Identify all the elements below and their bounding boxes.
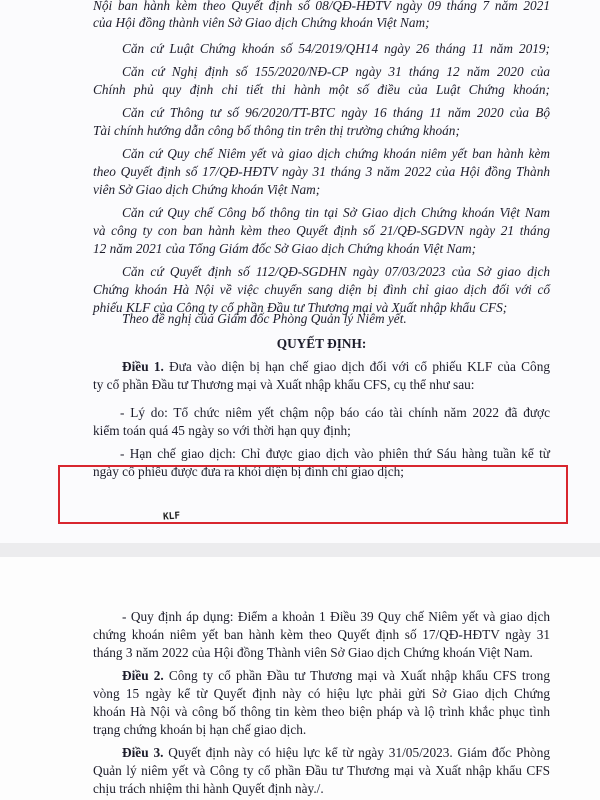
preamble-line: Căn cứ Nghị định số 155/2020/NĐ-CP ngày 31 tháng 12 năm 2020 của — [122, 64, 550, 79]
article-3-text: Quyết định này có hiệu lực kể từ ngày 31/05/2023. Giám đốc Phòng — [168, 745, 550, 760]
preamble-line: Theo đề nghị của Giám đốc Phòng Quản lý Niêm yết. — [122, 311, 407, 326]
application-line: chứng khoán niêm yết ban hành kèm theo Quyết định số 17/QĐ-HĐTV ngày 31 — [93, 627, 550, 642]
highlight-box — [58, 465, 568, 524]
preamble-line: Căn cứ Luật Chứng khoán số 54/2019/QH14 ngày 26 tháng 11 năm 2019; — [122, 41, 550, 56]
preamble-line: theo Quyết định số 17/QĐ-HĐTV ngày 31 tháng 3 năm 2022 của Hội đồng Thành — [93, 164, 550, 179]
page-gap — [0, 543, 600, 557]
article-3-label: Điều 3. — [122, 745, 164, 760]
reason-line: kiểm toán quá 45 ngày so với thời hạn quy định; — [93, 423, 351, 438]
article-3-line — [122, 745, 550, 761]
application-line: - Quy định áp dụng: Điểm a khoản 1 Điều 39 Quy chế Niêm yết và giao dịch — [122, 609, 550, 624]
article-2-label: Điều 2. — [122, 668, 164, 683]
article-1-line: ty cổ phần Đầu tư Thương mại và Xuất nhập khẩu CFS, cụ thể như sau: — [93, 377, 475, 392]
document-page-2 — [0, 557, 600, 800]
preamble-line: 12 năm 2021 của Tổng Giám đốc Sở Giao dịch Chứng khoán Việt Nam; — [93, 241, 477, 256]
preamble-line: Căn cứ Quy chế Công bố thông tin tại Sở Giao dịch Chứng khoán Việt Nam — [122, 205, 550, 220]
preamble-line: viên Sở Giao dịch Chứng khoán Việt Nam; — [93, 182, 321, 197]
preamble-line: Căn cứ Quy chế Niêm yết và giao dịch chứng khoán niêm yết ban hành kèm — [122, 146, 550, 161]
preamble-line: phiếu KLF của Công ty cổ phần Đầu tư Thương mại và Xuất nhập khẩu CFS; — [93, 300, 508, 315]
decision-heading: QUYẾT ĐỊNH: — [276, 336, 367, 351]
article-1-text: Đưa vào diện bị hạn chế giao dịch đối với cổ phiếu KLF của Công — [169, 359, 550, 374]
article-2-line: trạng chứng khoán bị hạn chế giao dịch. — [93, 722, 307, 737]
application-line: tháng 3 năm 2022 của Hội đồng Thành viên Sở Giao dịch Chứng khoán Việt Nam. — [93, 645, 533, 660]
preamble-line: và công ty con ban hành kèm theo Quyết định số 21/QĐ-SGDVN ngày 21 tháng — [93, 223, 550, 238]
restriction-line: - Hạn chế giao dịch: Chỉ được giao dịch vào phiên thứ Sáu hàng tuần kể từ — [120, 446, 550, 461]
preamble-line: Chính phủ quy định chi tiết thi hành một số điều của Luật Chứng khoán; — [93, 82, 550, 97]
preamble-line: Căn cứ Quyết định số 112/QĐ-SGDHN ngày 07/03/2023 của Sở giao dịch — [122, 264, 550, 279]
preamble-line: Chứng khoán Hà Nội về việc chuyển sang diện bị đình chỉ giao dịch đối với cổ — [93, 282, 550, 297]
article-3-line: Quản lý niêm yết và Công ty cổ phần Đầu tư Thương mại và Xuất nhập khẩu CFS — [93, 763, 550, 778]
article-2-line — [122, 668, 550, 684]
article-1-label: Điều 1. — [122, 359, 164, 374]
article-3-line: chịu trách nhiệm thi hành Quyết định này./. — [93, 781, 324, 796]
preamble-line: của Hội đồng thành viên Sở Giao dịch Chứng khoán Việt Nam; — [93, 15, 430, 30]
reason-line: - Lý do: Tổ chức niêm yết chậm nộp báo cáo tài chính năm 2022 đã được — [120, 405, 550, 420]
preamble-line: Tài chính hướng dẫn công bố thông tin trên thị trường chứng khoán; — [93, 123, 460, 138]
article-1-line — [122, 359, 550, 375]
article-2-text: Công ty cổ phần Đầu tư Thương mại và Xuất nhập khẩu CFS trong — [168, 668, 550, 683]
preamble-line: Căn cứ Thông tư số 96/2020/TT-BTC ngày 16 tháng 11 năm 2020 của Bộ — [122, 105, 550, 120]
article-2-line: khoán Hà Nội và công bố thông tin kèm theo biện pháp và lộ trình khắc phục tình — [93, 704, 550, 719]
preamble-line: Nội ban hành kèm theo Quyết định số 08/QĐ-HĐTV ngày 09 tháng 7 năm 2021 — [93, 0, 550, 13]
restriction-line: ngày cổ phiếu được đưa ra khỏi diện bị đình chỉ giao dịch; — [93, 464, 404, 479]
handwritten-note: KLF — [162, 510, 181, 523]
article-2-line: vòng 15 ngày kể từ Quyết định này có hiệu lực phải gửi Sở Giao dịch Chứng — [93, 686, 550, 701]
